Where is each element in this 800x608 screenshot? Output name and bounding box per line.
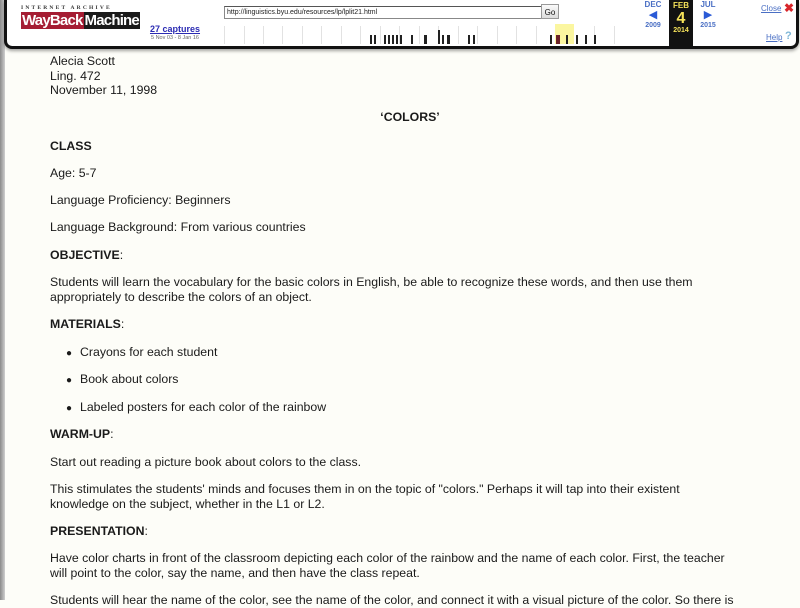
timeline-capture-bar: [370, 35, 372, 44]
materials-item-text: Labeled posters for each color of the rainbow: [80, 400, 327, 414]
timeline-capture-bar: [594, 35, 596, 44]
materials-item-text: Crayons for each student: [80, 345, 218, 359]
wayback-logo[interactable]: [21, 5, 139, 29]
class-background: Language Background: From various countries: [50, 220, 306, 234]
heading-colon: :: [119, 248, 124, 262]
next-capture-nav[interactable]: [695, 0, 721, 29]
timeline-capture-bar: [473, 35, 475, 44]
timeline-capture-bar: [400, 35, 402, 44]
presentation-text3: Students will hear the name of the color, see the name of the color, and connect it with a visual picture of the color. So there is: [50, 593, 734, 607]
logo-wayback-machine: [21, 12, 139, 29]
help-icon[interactable]: ?: [785, 30, 792, 42]
presentation-heading-text: PRESENTATION: [50, 524, 145, 538]
section-heading-objective: [50, 248, 123, 262]
go-button[interactable]: Go: [541, 4, 559, 19]
timeline-capture-bar: [438, 30, 440, 44]
timeline-capture-bar: [442, 35, 444, 44]
timeline-year-divider: [282, 26, 283, 44]
timeline-year-divider: [516, 26, 517, 44]
current-day: 4: [676, 10, 686, 27]
objective-text-line-2: appropriately to describe the colors of an object.: [50, 290, 312, 304]
objective-heading-text: OBJECTIVE: [50, 248, 120, 262]
help-link[interactable]: Help: [766, 33, 783, 42]
prev-arrow-icon[interactable]: ◀: [648, 9, 658, 21]
section-heading-presentation: [50, 524, 148, 538]
wayback-toolbar: [4, 0, 799, 49]
author-name: Alecia Scott: [50, 54, 115, 68]
presentation-text-line-2: will point to the color, say the name, and then have the class repeat.: [50, 566, 420, 580]
window-left-edge: [0, 0, 5, 600]
timeline-year-divider: [224, 26, 225, 44]
captures-range: 5 Nov 03 - 8 Jan 16: [150, 35, 199, 41]
warmup-text2-line-1: This stimulates the students' minds and focuses them in on the topic of "colors." Perhaps it will tap into their existent: [50, 482, 680, 496]
bullet-icon: ●: [66, 348, 73, 359]
timeline-capture-bar: [468, 35, 470, 44]
logo-way-text: WayBack: [22, 12, 83, 29]
prev-year: 2009: [645, 22, 661, 29]
bullet-icon: ●: [66, 375, 73, 386]
timeline-year-divider: [244, 26, 245, 44]
heading-colon: :: [120, 317, 125, 331]
heading-colon: :: [144, 524, 148, 538]
capture-timeline[interactable]: [224, 24, 626, 44]
heading-colon: :: [110, 427, 114, 441]
warmup-text: Start out reading a picture book about colors to the class.: [50, 455, 362, 469]
timeline-capture-bar: [388, 35, 390, 44]
current-month: FEB: [673, 1, 689, 10]
timeline-capture-bar: [384, 35, 386, 44]
timeline-capture-bar: [411, 35, 413, 44]
current-year: 2014: [673, 27, 689, 34]
current-capture-date: [669, 0, 693, 46]
timeline-capture-bar: [576, 35, 578, 44]
timeline-year-divider: [614, 26, 615, 44]
document-date: November 11, 1998: [50, 83, 158, 97]
timeline-year-divider: [341, 26, 342, 44]
materials-list-item: [66, 372, 178, 386]
class-proficiency: Language Proficiency: Beginners: [50, 193, 231, 207]
warmup-heading-text: WARM-UP: [50, 427, 111, 441]
timeline-capture-bar: [424, 35, 427, 44]
materials-item-text: Book about colors: [80, 372, 179, 386]
timeline-year-divider: [419, 26, 420, 44]
timeline-capture-bar: [396, 35, 398, 44]
presentation-text-line-1: Have color charts in front of the classroom depicting each color of the rainbow and the name of each color. First, the teacher: [50, 551, 725, 565]
section-heading-materials: [50, 317, 124, 331]
timeline-capture-bar: [447, 35, 450, 44]
timeline-year-divider: [477, 26, 478, 44]
timeline-year-divider: [360, 26, 361, 44]
timeline-capture-bar: [585, 35, 587, 44]
timeline-year-divider: [263, 26, 264, 44]
close-icon[interactable]: ✖: [784, 1, 795, 15]
section-heading-class: CLASS: [50, 139, 92, 153]
warmup-text2-line-2: knowledge on the subject, whether in the L1 or L2.: [50, 497, 325, 511]
logo-machine-text: Machine: [84, 12, 139, 29]
timeline-capture-bar: [550, 35, 552, 44]
class-age: Age: 5-7: [50, 166, 97, 180]
next-arrow-icon[interactable]: ▶: [703, 9, 713, 21]
materials-list-item: [66, 345, 217, 359]
prev-month: DEC: [644, 0, 662, 9]
next-month: JUL: [700, 0, 716, 9]
page-title: ‘COLORS’: [380, 110, 440, 124]
timeline-year-divider: [380, 26, 381, 44]
timeline-year-divider: [458, 26, 459, 44]
section-heading-warmup: [50, 427, 114, 441]
timeline-year-divider: [536, 26, 537, 44]
close-link[interactable]: Close: [761, 4, 782, 13]
course-number: Ling. 472: [50, 68, 101, 83]
url-input[interactable]: [224, 6, 542, 19]
timeline-year-divider: [497, 26, 498, 44]
timeline-current-capture-bar: [556, 35, 560, 44]
bullet-icon: ●: [66, 403, 73, 414]
timeline-capture-bar: [374, 35, 376, 44]
prev-capture-nav[interactable]: [639, 0, 667, 29]
materials-list-item: [66, 400, 326, 414]
timeline-capture-bar: [566, 35, 568, 44]
captures-summary: [131, 24, 219, 41]
timeline-year-divider: [321, 26, 322, 44]
logo-internet-archive-text: INTERNET ARCHIVE: [21, 5, 112, 11]
materials-heading-text: MATERIALS: [50, 317, 121, 331]
objective-text-line-1: Students will learn the vocabulary for the basic colors in English, be able to recognize these words, and then use them: [50, 275, 693, 289]
timeline-capture-bar: [392, 35, 394, 44]
captures-link[interactable]: 27 captures: [149, 24, 201, 34]
timeline-year-divider: [302, 26, 303, 44]
document-header: [50, 54, 770, 98]
next-year: 2015: [700, 22, 716, 29]
